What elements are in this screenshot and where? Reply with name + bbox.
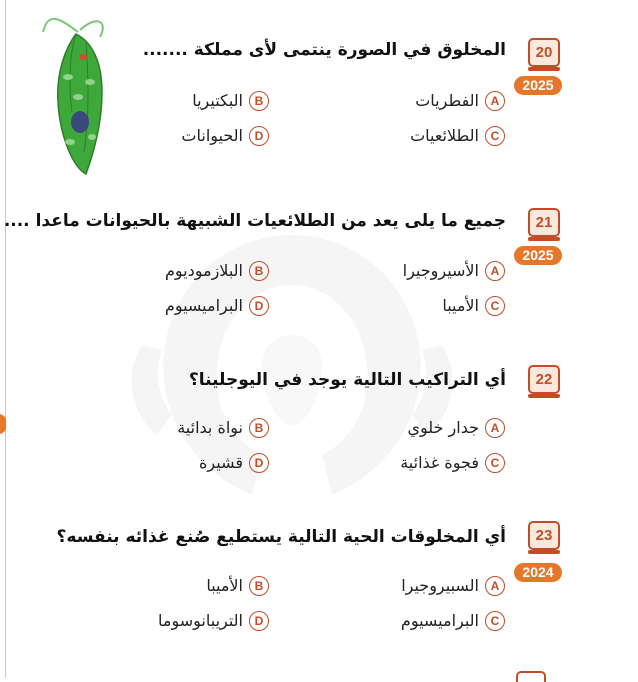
option-a[interactable] <box>407 417 505 438</box>
option-c[interactable] <box>410 125 505 146</box>
option-text: قشيرة <box>199 453 243 472</box>
question-text: المخلوق في الصورة ينتمى لأى مملكة ....... <box>142 40 506 60</box>
option-letter: B <box>249 576 269 596</box>
option-c[interactable] <box>442 295 505 316</box>
option-letter: D <box>249 126 269 146</box>
option-b[interactable] <box>206 575 269 596</box>
option-letter: B <box>249 91 269 111</box>
option-b[interactable] <box>192 90 269 111</box>
option-text: البراميسيوم <box>400 611 479 630</box>
option-letter: A <box>485 418 505 438</box>
option-text: الحيوانات <box>181 126 243 145</box>
question-text: جميع ما يلى يعد من الطلائعيات الشبيهة بالحيوانات ماعدا .... <box>3 211 506 231</box>
option-text: فجوة غذائية <box>400 453 479 472</box>
option-a[interactable] <box>415 90 505 111</box>
option-c[interactable] <box>401 610 505 631</box>
question-number-badge: 21 <box>528 208 560 237</box>
option-d[interactable] <box>165 295 269 316</box>
question-text: أي المخلوقات الحية التالية يستطيع صُنع غذائه بنفسه؟ <box>56 527 506 547</box>
option-letter: A <box>485 576 505 596</box>
year-badge: 2025 <box>514 76 562 95</box>
option-letter: C <box>485 453 505 473</box>
question-number-badge: 20 <box>528 38 560 67</box>
option-letter: D <box>249 296 269 316</box>
year-badge: 2024 <box>514 563 562 582</box>
option-d[interactable] <box>158 610 269 631</box>
option-text: الطلائعيات <box>410 126 479 145</box>
option-text: الأسيروجيرا <box>402 261 479 280</box>
option-b[interactable] <box>177 417 269 438</box>
option-text: البلازموديوم <box>164 261 243 280</box>
option-letter: A <box>485 91 505 111</box>
option-c[interactable] <box>400 452 505 473</box>
euglena-image <box>28 12 126 180</box>
option-letter: D <box>249 611 269 631</box>
option-letter: C <box>485 296 505 316</box>
option-letter: B <box>249 418 269 438</box>
option-letter: C <box>485 126 505 146</box>
option-letter: B <box>249 261 269 281</box>
option-text: جدار خلوي <box>407 418 479 437</box>
option-d[interactable] <box>181 125 269 146</box>
option-text: الفطريات <box>415 91 479 110</box>
option-b[interactable] <box>165 260 269 281</box>
question-text: أي التراكيب التالية يوجد في اليوجلينا؟ <box>188 370 506 390</box>
question-number-badge: 22 <box>528 365 560 394</box>
option-a[interactable] <box>401 575 505 596</box>
option-letter: C <box>485 611 505 631</box>
option-d[interactable] <box>199 452 269 473</box>
page-margin-line <box>5 0 6 678</box>
option-a[interactable] <box>403 260 505 281</box>
option-text: الأميبا <box>206 576 243 595</box>
option-text: البراميسيوم <box>164 296 243 315</box>
option-letter: A <box>485 261 505 281</box>
option-text: نواة بدائية <box>177 418 243 437</box>
year-badge: 2025 <box>514 246 562 265</box>
option-text: السبيروجيرا <box>401 576 479 595</box>
next-question-badge-edge <box>516 671 546 682</box>
option-text: البكتيريا <box>192 91 243 110</box>
option-text: الأميبا <box>442 296 479 315</box>
question-number-badge: 23 <box>528 521 560 550</box>
option-text: التريبانوسوما <box>158 611 243 630</box>
option-letter: D <box>249 453 269 473</box>
